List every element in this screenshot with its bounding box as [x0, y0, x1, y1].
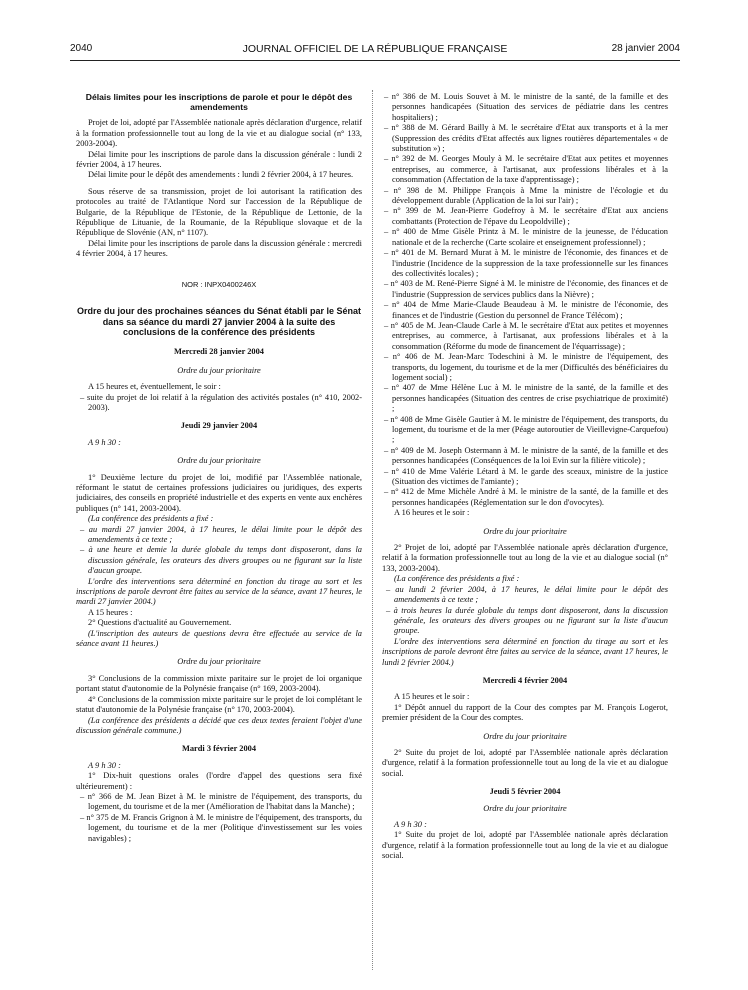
day-heading: Jeudi 5 février 2004 [489, 787, 561, 797]
paragraph: (L'inscription des auteurs de questions devra être effectuée au service de la séance avant 11 heures.) [76, 628, 362, 649]
question-item: – n° 386 de M. Louis Souvet à M. le ministre de la santé, de la famille et des personnes handicapées (Situation des services de pédiatrie dans les centres hospitaliers) ; [384, 92, 668, 122]
question-item: – n° 405 de M. Jean-Claude Carle à M. le secrétaire d'Etat aux petites et moyennes entreprises, au commerce, à l'artisanat, aux professions libérales et à la consommation (Réforme du mode de financement de l'équarrissage) ; [384, 320, 668, 351]
paragraph: (La conférence des présidents a fixé : [394, 574, 520, 584]
page-header [70, 44, 680, 58]
question-item: – n° 388 de M. Gérard Bailly à M. le secrétaire d'Etat aux transports et à la mer (Suppression des crédits d'Etat affectés aux lignes routières départementales « de substitution ») ; [384, 123, 668, 154]
paragraph: Délai limite pour les inscriptions de parole dans la discussion générale : mercredi 4 février 2004, à 17 heures. [76, 238, 362, 259]
column-separator [372, 90, 373, 970]
question-item: – n° 399 de M. Jean-Pierre Godefroy à M. le secrétaire d'Etat aux anciens combattants (Protection de l'épave du Leopoldville) ; [384, 206, 668, 226]
paragraph: 1° Deuxième lecture du projet de loi, modifié par l'Assemblée nationale, réformant le statut de certaines professions judiciaires ou juridiques, des experts judiciaires, des conseils en propriété industrielle et des experts en vente aux enchères publiques (n° 141, 2003-2004). [76, 472, 362, 513]
journal-title: JOURNAL OFFICIEL DE LA RÉPUBLIQUE FRANÇAISE [242, 43, 508, 55]
paragraph: 1° Suite du projet de loi, adopté par l'Assemblée nationale après déclaration d'urgence, relatif à la formation professionnelle tout au long de la vie et au dialogue social. [382, 830, 668, 861]
day-heading: Mardi 3 février 2004 [181, 744, 257, 754]
list-item: – au lundi 2 février 2004, à 17 heures, le délai limite pour le dépôt des amendements à ce texte ; [386, 584, 668, 605]
ordre-heading: Ordre du jour prioritaire [483, 731, 567, 741]
list-item: – au mardi 27 janvier 2004, à 17 heures, le délai limite pour le dépôt des amendements à ce texte ; [80, 524, 362, 544]
question-item: – n° 410 de Mme Valérie Létard à M. le garde des sceaux, ministre de la justice (Situation des victimes de l'amiante) ; [384, 466, 668, 487]
day-heading: Mercredi 4 février 2004 [482, 675, 568, 685]
paragraph: Projet de loi, adopté par l'Assemblée nationale après déclaration d'urgence, relatif à la formation professionnelle tout au long de la vie et au dialogue social (n° 133, 2003-2004). [76, 118, 362, 149]
question-item: – n° 406 de M. Jean-Marc Todeschini à M. le ministre de l'équipement, des transports, du logement, du tourisme et de la mer (Difficultés des bénéficiaires du logement social) ; [384, 352, 668, 382]
question-item: – n° 412 de Mme Michèle André à M. le ministre de la santé, de la famille et des personnes handicapées (Réglementation sur le don d'ovocytes). [384, 487, 668, 507]
left-column [76, 92, 362, 844]
paragraph: Sous réserve de sa transmission, projet de loi autorisant la ratification des protocoles au traité de l'Atlantique Nord sur l'accession de la République de Bulgarie, de la République de l'Estonie, de la République de Lettonie, de la République de Lituanie, de la Roumanie, de la République slovaque et de la République de Slovénie (AN, n° 1107). [76, 186, 362, 238]
question-item: – n° 408 de Mme Gisèle Gautier à M. le ministre de l'équipement, des transports, du logement, du tourisme et de la mer (Péage autoroutier de Vieillevigne-Carquefou) ; [384, 414, 668, 445]
nor-reference: NOR : INPX0400246X [181, 279, 257, 289]
ordre-heading: Ordre du jour prioritaire [177, 657, 261, 667]
paragraph: L'ordre des interventions sera déterminé en fonction du tirage au sort et les inscriptions de parole devront être faites au service de la séance, avant 17 heures, le lundi 2 février 2004.) [382, 636, 668, 667]
list-item: – suite du projet de loi relatif à la régulation des activités postales (n° 410, 2002-2003). [80, 392, 362, 412]
list-item: – à trois heures la durée globale du temps dont disposeront, dans la discussion générale, les orateurs des divers groupes ou ne figurant sur la liste d'aucun groupe. [386, 605, 668, 636]
time-line: A 9 h 30 : [88, 437, 121, 447]
day-heading: Mercredi 28 janvier 2004 [173, 347, 264, 357]
issue-date: 28 janvier 2004 [611, 43, 680, 54]
paragraph: 4° Conclusions de la commission mixte paritaire sur le projet de loi complétant le statut d'autonomie de la Polynésie française (n° 170, 2003-2004). [76, 694, 362, 715]
time-line: A 16 heures et le soir : [394, 508, 470, 518]
delais-title: Délais limites pour les inscriptions de parole et pour le dépôt des amendements [85, 92, 353, 113]
ordre-heading: Ordre du jour prioritaire [483, 526, 567, 536]
ordre-heading: Ordre du jour prioritaire [177, 365, 261, 375]
question-item: – n° 403 de M. René-Pierre Signé à M. le ministre de l'économie, des finances et de l'industrie (Suppression de services publics dans la Nièvre) ; [384, 279, 668, 299]
paragraph: 1° Dix-huit questions orales (l'ordre d'appel des questions sera fixé ultérieurement) : [76, 771, 362, 791]
question-item: – n° 409 de M. Joseph Ostermann à M. le ministre de la santé, de la famille et des personnes handicapées (Conséquences de la loi Evin sur la filière viticole) ; [384, 445, 668, 466]
paragraph: 2° Projet de loi, adopté par l'Assemblée nationale après déclaration d'urgence, relatif à la formation professionnelle tout au long de la vie et au dialogue social (n° 133, 2003-2004). [382, 543, 668, 573]
question-item: – n° 392 de M. Georges Mouly à M. le secrétaire d'Etat aux petites et moyennes entreprises, au commerce, à l'artisanat, aux professions libérales et à la consommation (Affectation de la taxe d'apprentissage) ; [384, 154, 668, 185]
right-column [382, 92, 668, 862]
paragraph: 2° Suite du projet de loi, adopté par l'Assemblée nationale après déclaration d'urgence, relatif à la formation professionnelle tout au long de la vie et au dialogue social. [382, 747, 668, 778]
paragraph: (La conférence des présidents a fixé : [88, 514, 214, 524]
paragraph: Délai limite pour le dépôt des amendements : lundi 2 février 2004, à 17 heures. [88, 170, 354, 180]
paragraph: (La conférence des présidents a décidé que ces deux textes feraient l'objet d'une discussion générale commune.) [76, 715, 362, 735]
time-line: A 15 heures et, éventuellement, le soir : [88, 382, 221, 392]
list-item: – n° 375 de M. Francis Grignon à M. le ministre de l'équipement, des transports, du logement, du tourisme et de la mer (Politique d'investissement sur les voies navigables) ; [80, 812, 362, 843]
header-rule [70, 60, 680, 61]
time-line: A 15 heures : [88, 607, 133, 617]
time-line: A 9 h 30 : [394, 820, 427, 829]
paragraph: Délai limite pour les inscriptions de parole dans la discussion générale : lundi 2 février 2004, à 17 heures. [76, 149, 362, 170]
paragraph: L'ordre des interventions sera déterminé en fonction du tirage au sort et les inscriptions de parole devront être faites au service de la séance, avant 17 heures, le mardi 27 janvier 2004.) [76, 576, 362, 607]
page-number: 2040 [70, 43, 93, 54]
ordre-title: Ordre du jour des prochaines séances du Sénat établi par le Sénat dans sa séance du mardi 27 janvier 2004 à la suite des conclusions de la conférence des présidents [76, 306, 362, 337]
paragraph: 3° Conclusions de la commission mixte paritaire sur le projet de loi organique portant statut d'autonomie de la Polynésie française (n° 169, 2003-2004). [76, 673, 362, 694]
paragraph: 2° Questions d'actualité au Gouvernement. [88, 618, 232, 628]
ordre-heading: Ordre du jour prioritaire [177, 456, 261, 466]
paragraph: 1° Dépôt annuel du rapport de la Cour des comptes par M. François Logerot, premier président de la Cour des comptes. [382, 702, 668, 723]
time-line: A 9 h 30 : [88, 760, 121, 770]
question-item: – n° 407 de Mme Hélène Luc à M. le ministre de la santé, de la famille et des personnes handicapées (Situation des centres de crise psychiatrique de proximité) ; [384, 383, 668, 414]
list-item: – à une heure et demie la durée globale du temps dont disposeront, dans la discussion générale, les orateurs des divers groupes ou ne figurant sur la liste d'aucun groupe. [80, 545, 362, 576]
question-item: – n° 404 de Mme Marie-Claude Beaudeau à M. le ministre de l'économie, des finances et de l'industrie (Gestion du personnel de France Télécom) ; [384, 300, 668, 320]
ordre-heading: Ordre du jour prioritaire [483, 803, 567, 813]
list-item: – n° 366 de M. Jean Bizet à M. le ministre de l'équipement, des transports, du logement, du tourisme et de la mer (Amélioration de l'habitat dans la Manche) ; [80, 791, 362, 812]
question-item: – n° 398 de M. Philippe François à Mme la ministre de l'écologie et du développement durable (Application de la loi sur l'air) ; [384, 185, 668, 206]
time-line: A 15 heures et le soir : [394, 692, 470, 702]
question-item: – n° 400 de Mme Gisèle Printz à M. le ministre de la jeunesse, de l'éducation nationale et de la recherche (Carte scolaire et enseignement professionnel) ; [384, 227, 668, 247]
day-heading: Jeudi 29 janvier 2004 [180, 421, 258, 431]
question-item: – n° 401 de M. Bernard Murat à M. le ministre de l'économie, des finances et de l'industrie (Incidence de la suppression de la taxe professionnelle sur les finances des collectivités locales) ; [384, 248, 668, 278]
